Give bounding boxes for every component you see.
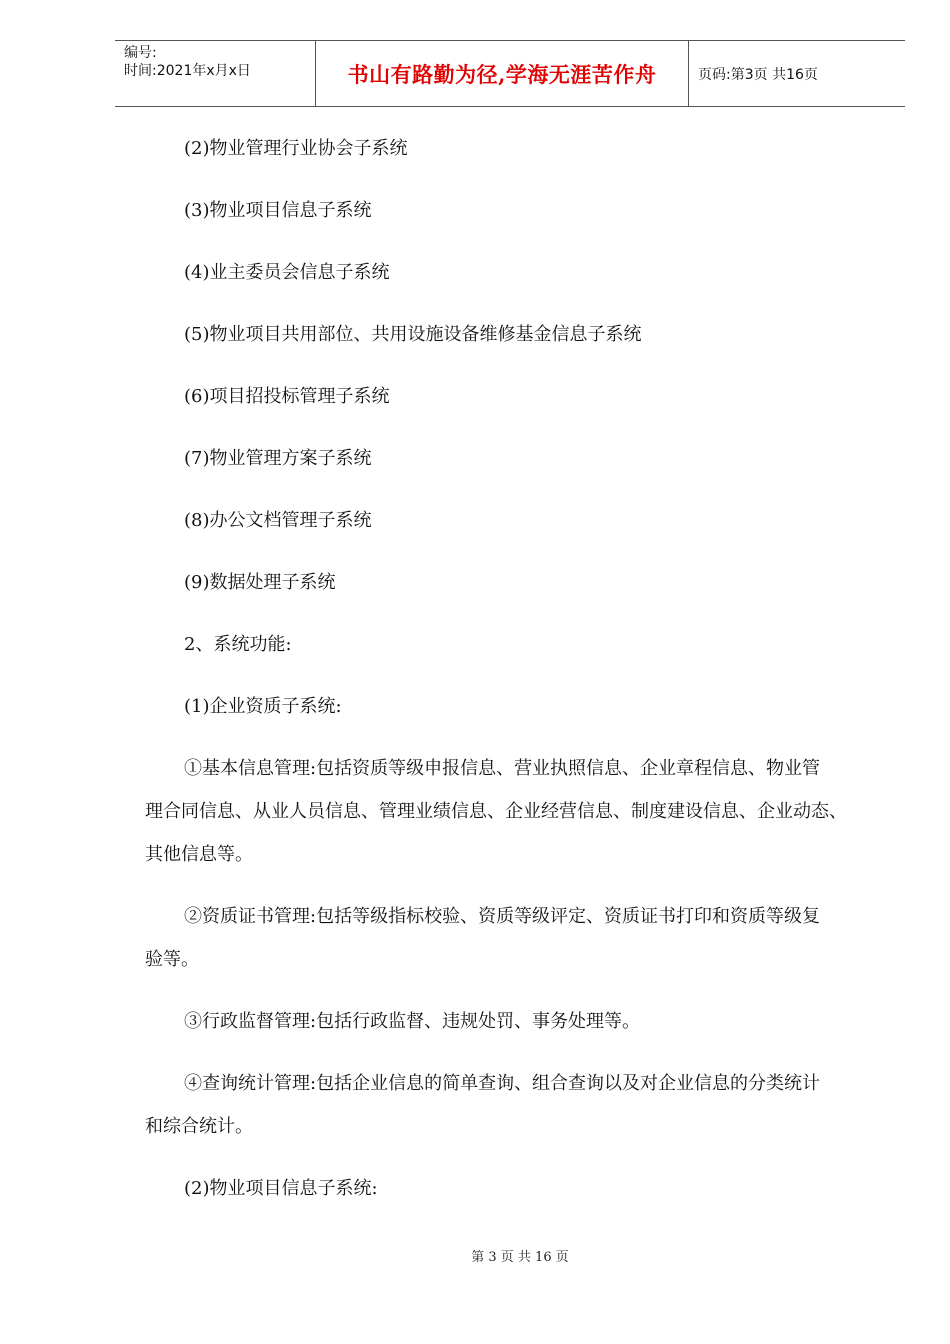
header-motto: 书山有路勤为径,学海无涯苦作舟 [316,41,689,106]
paragraph-line: ①基本信息管理:包括资质等级申报信息、营业执照信息、企业章程信息、物业管 [184,758,821,779]
document-time-label: 时间:2021年x月x日 [124,63,251,79]
paragraph-line: ③行政监督管理:包括行政监督、违规处罚、事务处理等。 [184,1011,641,1032]
list-item: (4)业主委员会信息子系统 [184,262,390,283]
list-item: (2)物业管理行业协会子系统 [184,138,408,159]
subsection-heading: (1)企业资质子系统: [184,696,342,717]
paragraph-line: ②资质证书管理:包括等级指标校验、资质等级评定、资质证书打印和资质等级复 [184,906,821,927]
subsection-heading: (2)物业项目信息子系统: [184,1178,378,1199]
list-item: (5)物业项目共用部位、共用设施设备维修基金信息子系统 [184,324,642,345]
list-item: (6)项目招投标管理子系统 [184,386,390,407]
document-number-label: 编号: [124,45,157,61]
paragraph-line: ④查询统计管理:包括企业信息的简单查询、组合查询以及对企业信息的分类统计 [184,1073,821,1094]
paragraph-line: 验等。 [145,949,199,970]
paragraph-line: 和综合统计。 [145,1116,253,1137]
list-item: (9)数据处理子系统 [184,572,336,593]
list-item: (3)物业项目信息子系统 [184,200,372,221]
paragraph-line: 其他信息等。 [145,844,253,865]
list-item: (8)办公文档管理子系统 [184,510,372,531]
header-page-info: 页码:第3页 共16页 [698,66,818,83]
page-footer: 第 3 页 共 16 页 [471,1250,569,1265]
header-meta [115,41,316,106]
paragraph-line: 理合同信息、从业人员信息、管理业绩信息、企业经营信息、制度建设信息、企业动态、 [145,801,847,822]
list-item: (7)物业管理方案子系统 [184,448,372,469]
page-header [115,40,905,107]
section-heading: 2、系统功能: [184,634,292,655]
